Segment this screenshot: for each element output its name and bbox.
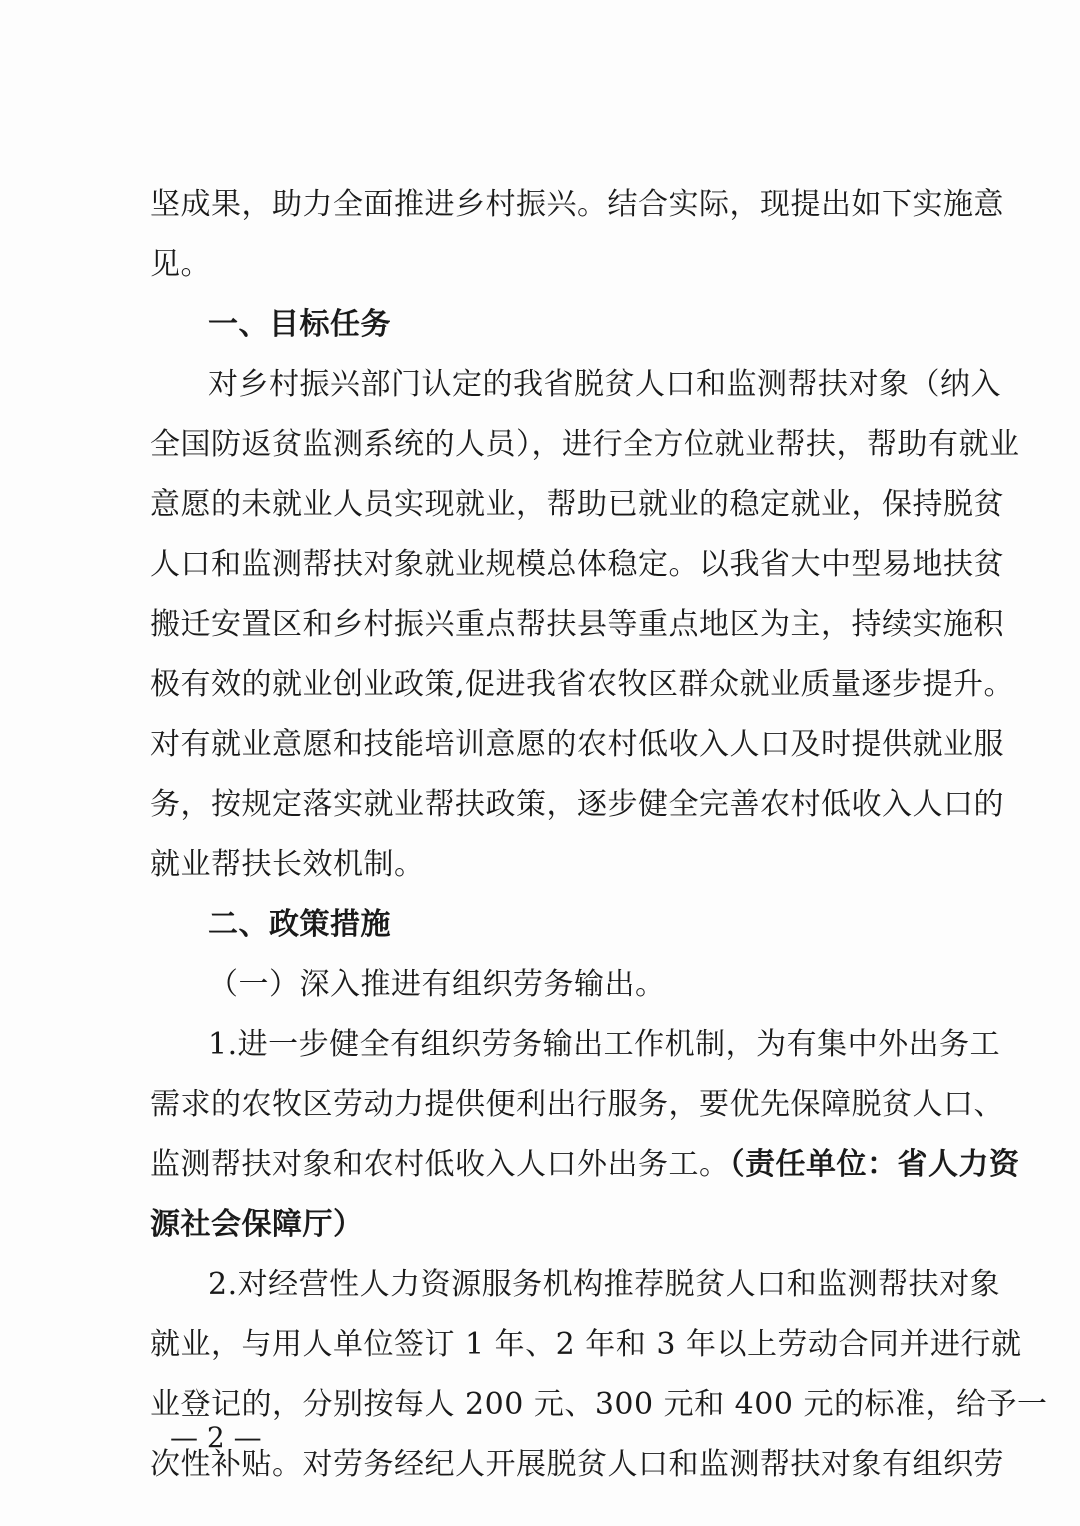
paragraph-text: 监测帮扶对象和农村低收入人口外出务工。 [150, 1147, 730, 1182]
paragraph-line: 1.进一步健全有组织劳务输出工作机制，为有集中外出务工 [208, 1027, 1001, 1062]
page-number: — 2 — [170, 1421, 262, 1454]
paragraph-line: 极有效的就业创业政策,促进我省农牧区群众就业质量逐步提升。 [150, 667, 1015, 702]
section-heading-policies: 二、政策措施 [208, 907, 391, 942]
document-body [150, 175, 1048, 1495]
paragraph-line: 2.对经营性人力资源服务机构推荐脱贫人口和监测帮扶对象 [208, 1267, 1001, 1302]
paragraph-line: 业登记的，分别按每人 200 元、300 元和 400 元的标准，给予一 [150, 1387, 1048, 1422]
paragraph-line: 对乡村振兴部门认定的我省脱贫人口和监测帮扶对象（纳入 [208, 367, 1001, 402]
paragraph-line: 务，按规定落实就业帮扶政策，逐步健全完善农村低收入人口的 [150, 787, 1004, 822]
paragraph-line: 人口和监测帮扶对象就业规模总体稳定。以我省大中型易地扶贫 [150, 547, 1004, 582]
paragraph-line: 坚成果，助力全面推进乡村振兴。结合实际，现提出如下实施意 [150, 187, 1004, 222]
section-heading-goals: 一、目标任务 [208, 307, 391, 342]
responsible-unit-continued: 源社会保障厅） [150, 1207, 364, 1242]
paragraph-line [150, 1135, 1020, 1195]
paragraph-line: 次性补贴。对劳务经纪人开展脱贫人口和监测帮扶对象有组织劳 [150, 1447, 1004, 1482]
paragraph-line: 见。 [150, 247, 211, 282]
paragraph-line: 意愿的未就业人员实现就业，帮助已就业的稳定就业，保持脱贫 [150, 487, 1004, 522]
paragraph-line: 对有就业意愿和技能培训意愿的农村低收入人口及时提供就业服 [150, 727, 1004, 762]
paragraph-line: 就业帮扶长效机制。 [150, 847, 425, 882]
paragraph-line: 全国防返贫监测系统的人员），进行全方位就业帮扶，帮助有就业 [150, 427, 1020, 462]
paragraph-line: 需求的农牧区劳动力提供便利出行服务，要优先保障脱贫人口、 [150, 1087, 1004, 1122]
subsection-heading: （一）深入推进有组织劳务输出。 [208, 967, 666, 1002]
responsible-unit: （责任单位：省人力资 [729, 1147, 1020, 1182]
paragraph-line: 搬迁安置区和乡村振兴重点帮扶县等重点地区为主，持续实施积 [150, 607, 1004, 642]
paragraph-line: 就业，与用人单位签订 1 年、2 年和 3 年以上劳动合同并进行就 [150, 1327, 1022, 1362]
